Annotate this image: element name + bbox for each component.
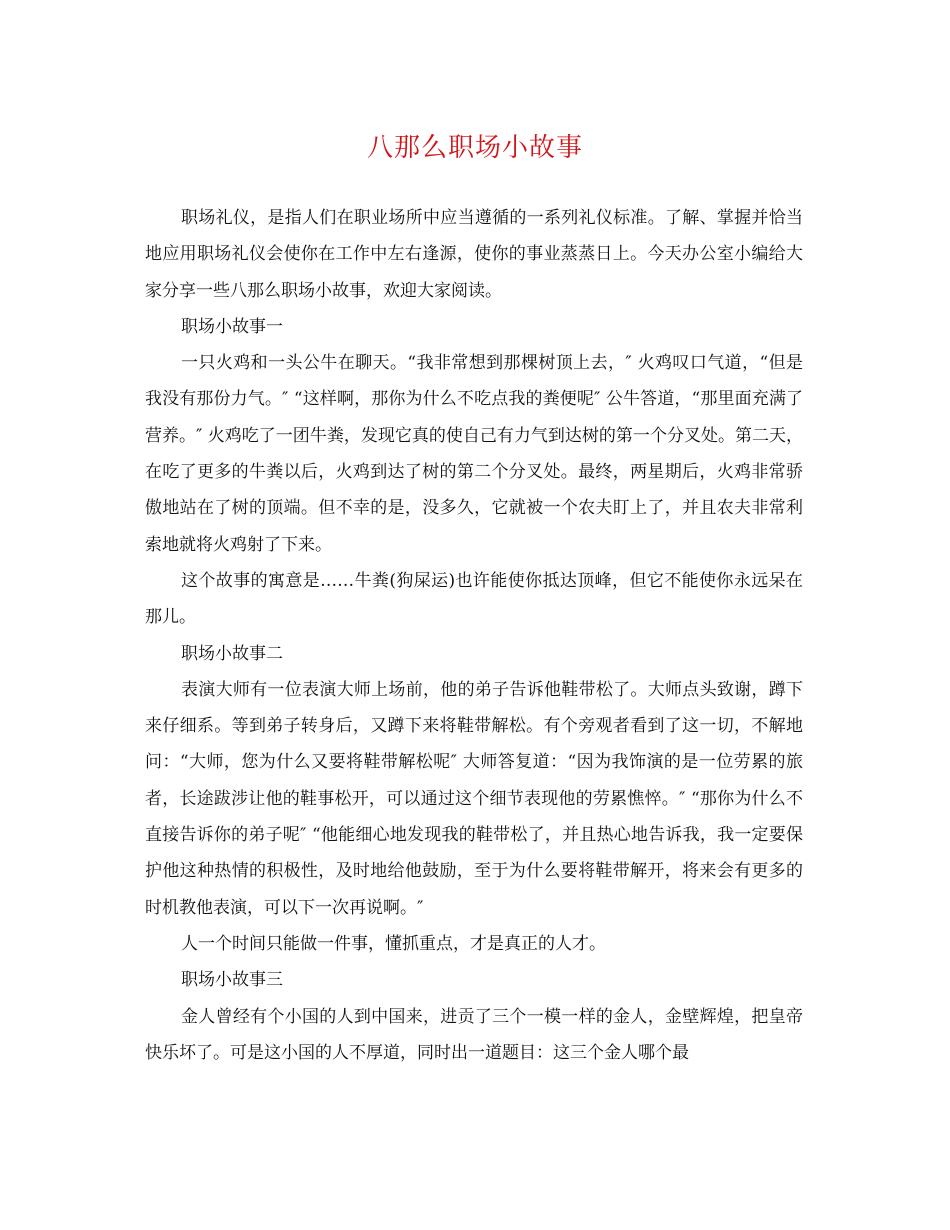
story-3-paragraph: 金人曾经有个小国的人到中国来，进贡了三个一模一样的金人，金壁辉煌，把皇帝快乐坏了。可是这小国的人不厚道，同时出一道题目：这三个金人哪个最 <box>145 1006 803 1063</box>
document-title: 八那么职场小故事 <box>366 133 583 163</box>
section-heading-story-2: 职场小故事二 <box>181 643 283 664</box>
document-body <box>145 200 803 1071</box>
intro-paragraph: 职场礼仪，是指人们在职业场所中应当遵循的一系列礼仪标准。了解、掌握并恰当地应用职场礼仪会使你在工作中左右逢源，使你的事业蒸蒸日上。今天办公室小编给大家分享一些八那么职场小故事，欢迎大家阅读。 <box>145 208 803 301</box>
story-1-moral: 这个故事的寓意是……牛粪(狗屎运)也许能使你抵达顶峰，但它不能使你永远呆在那儿。 <box>145 570 803 628</box>
story-2-moral: 人一个时间只能做一件事，懂抓重点，才是真正的人才。 <box>181 933 606 954</box>
section-heading-story-3: 职场小故事三 <box>181 970 283 991</box>
section-heading-story-1: 职场小故事一 <box>181 316 283 337</box>
story-2-paragraph: 表演大师有一位表演大师上场前，他的弟子告诉他鞋带松了。大师点头致谢，蹲下来仔细系。等到弟子转身后，又蹲下来将鞋带解松。有个旁观者看到了这一切，不解地问：“大师，您为什么又要将鞋带解松呢″ 大师答复道：“因为我饰演的是一位劳累的旅者，长途跋涉让他的鞋事松开，可以通过这个细节表现他的劳累憔悴。″ “那你为什么不直接告诉你的弟子呢″ “他能细心地发现我的鞋带松了，并且热心地告诉我，我一定要保护他这种热情的积极性，及时地给他鼓励，至于为什么要将鞋带解开，将来会有更多的时机教他表演，可以下一次再说啊。″ <box>145 679 803 918</box>
story-1-paragraph: 一只火鸡和一头公牛在聊天。“我非常想到那棵树顶上去，″ 火鸡叹口气道，“但是我没有那份力气。″ “这样啊，那你为什么不吃点我的粪便呢″ 公牛答道，“那里面充满了营养。″ 火鸡吃了一团牛粪，发现它真的使自己有力气到达树的第一个分叉处。第二天，在吃了更多的牛粪以后，火鸡到达了树的第二个分叉处。最终，两星期后，火鸡非常骄傲地站在了树的顶端。但不幸的是，没多久，它就被一个农夫盯上了，并且农夫非常利索地就将火鸡射了下来。 <box>145 353 803 555</box>
